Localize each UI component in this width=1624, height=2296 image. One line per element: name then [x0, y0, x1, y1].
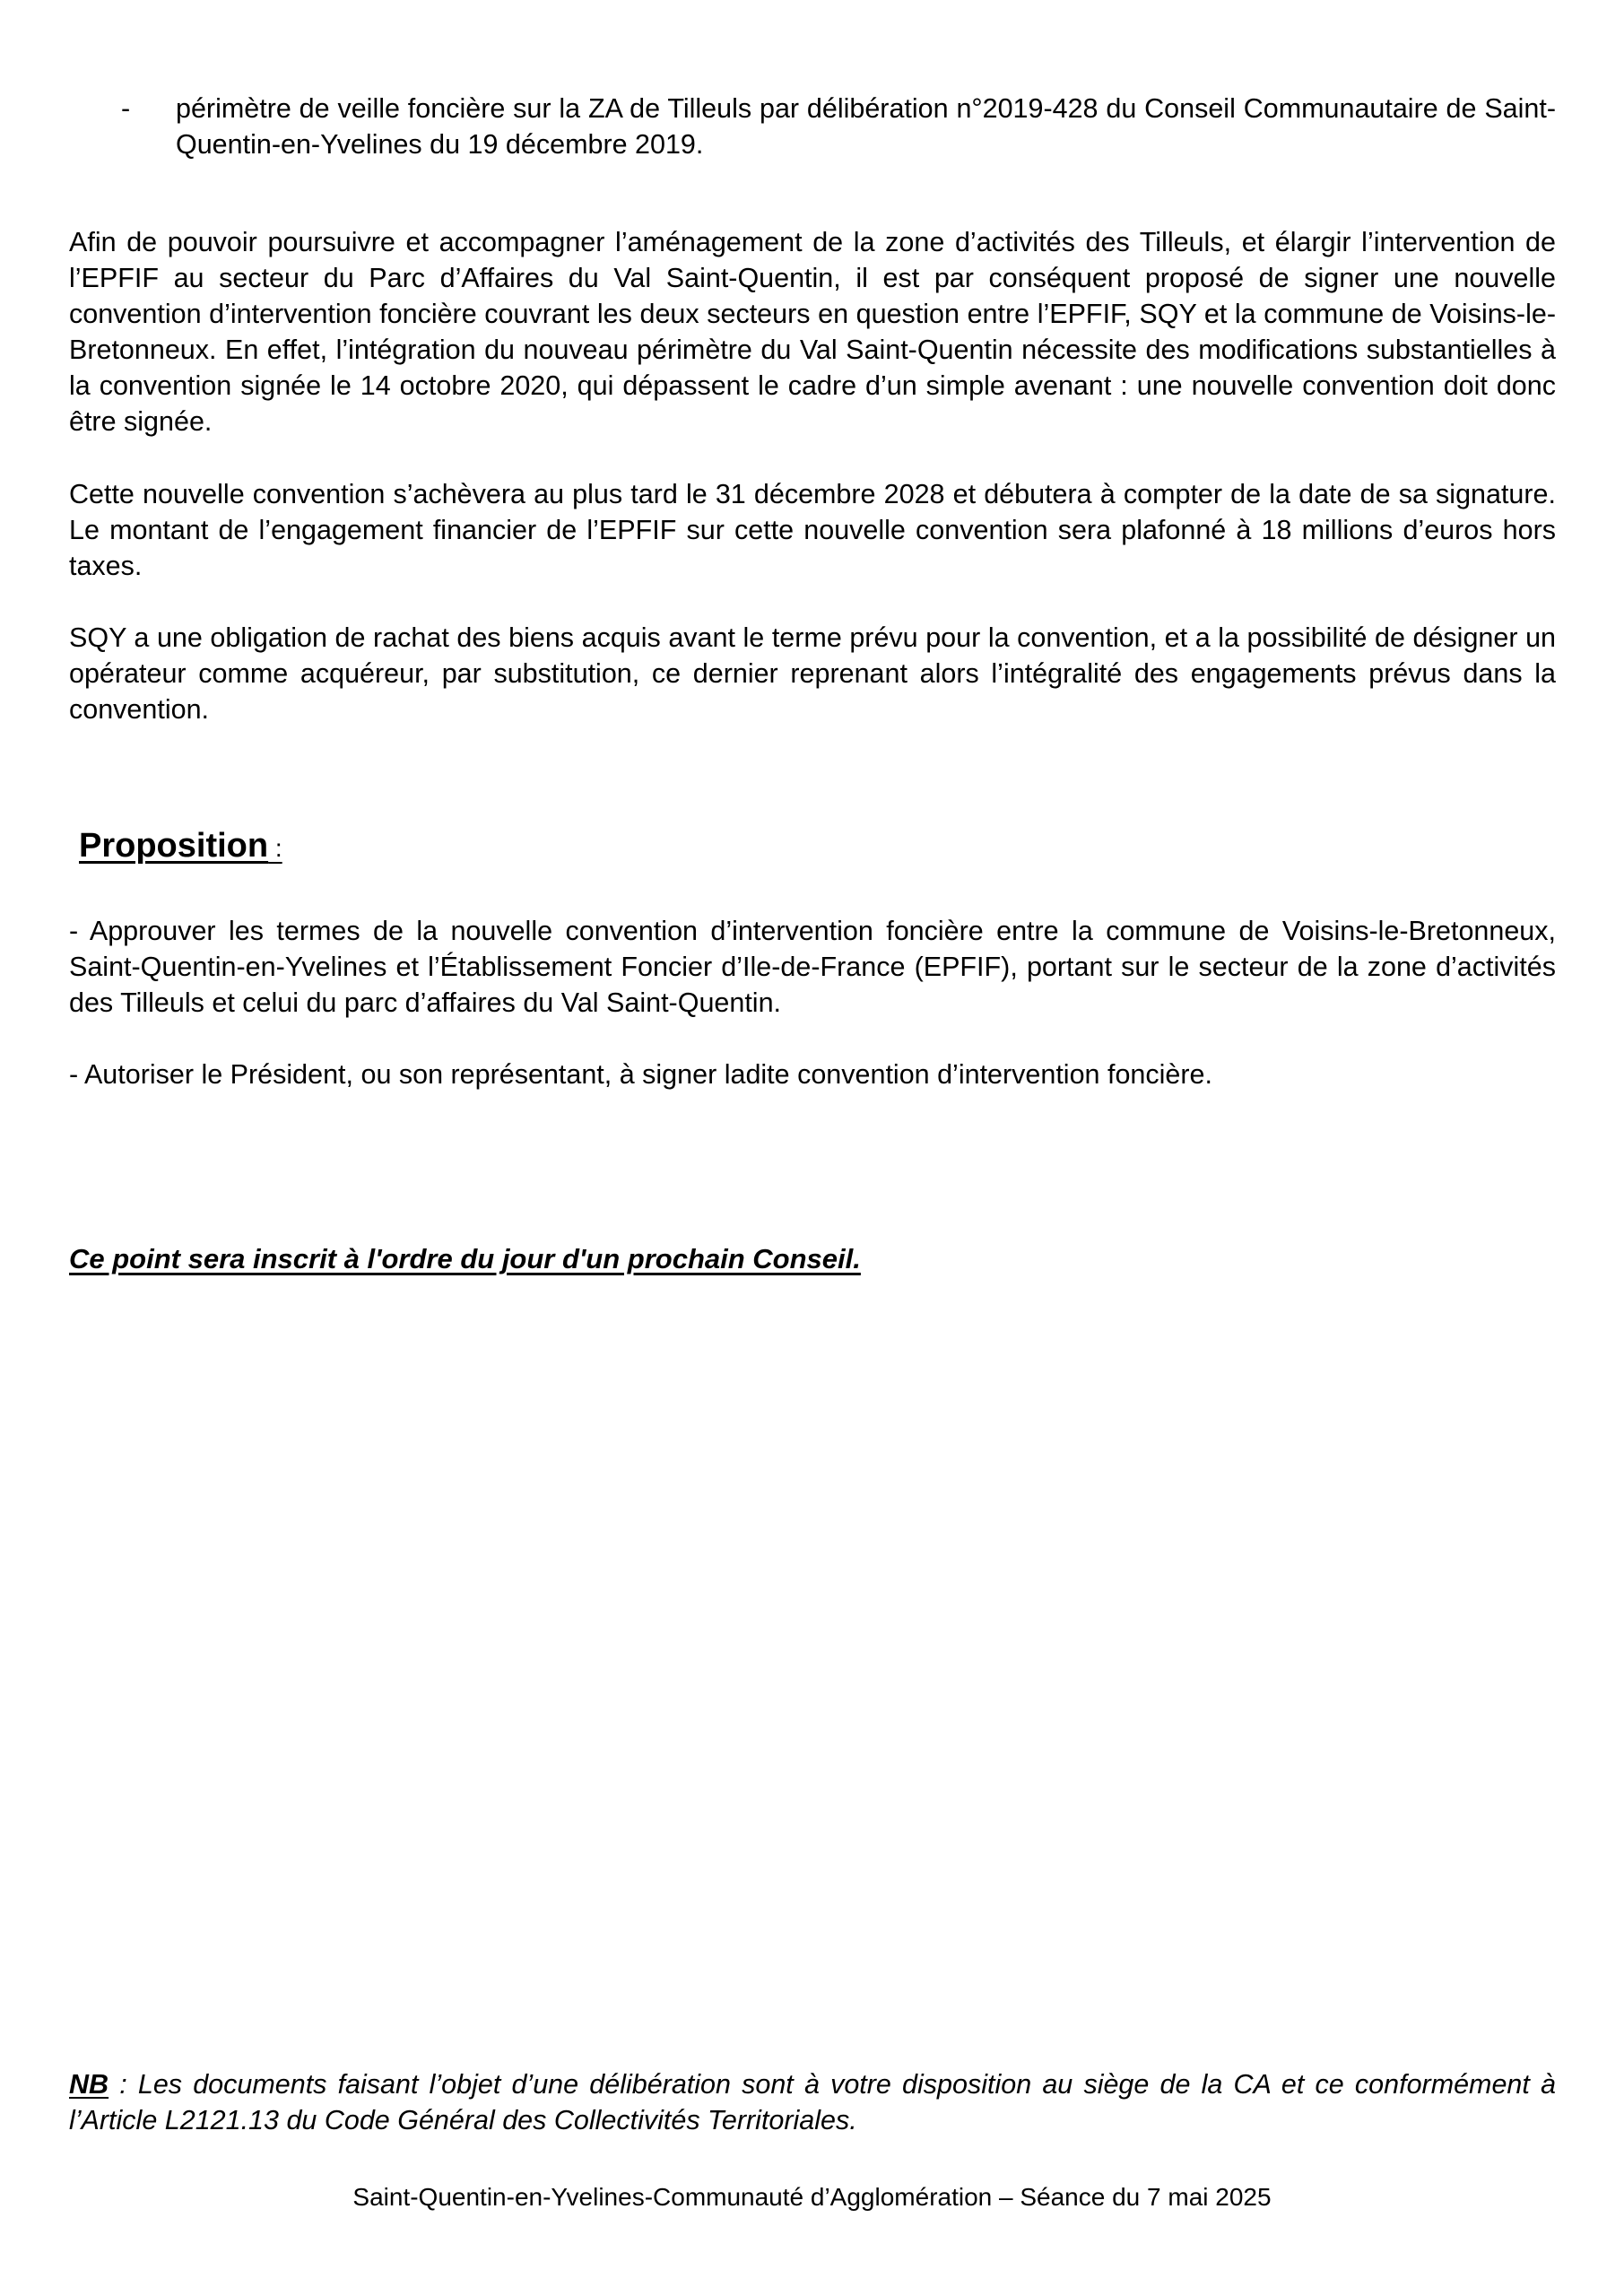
- proposition-colon: :: [268, 834, 282, 862]
- proposition-heading: [79, 825, 282, 869]
- bullet-marker: -: [121, 93, 131, 124]
- bullet-text: périmètre de veille foncière sur la ZA de Tilleuls par délibération n°2019-428 du Conseil Communautaire de Saint-Quentin-en-Yvelines du 19 décembre 2019.: [176, 93, 1556, 160]
- nb-text: : Les documents faisant l’objet d’une délibération sont à votre disposition au siège de la CA et ce conformément à l’Article L2121.13 du Code Général des Collectivités Territoriales.: [69, 2069, 1556, 2135]
- nb-label: NB: [69, 2069, 109, 2100]
- agenda-notice: Ce point sera inscrit à l'ordre du jour d'un prochain Conseil.: [69, 1243, 861, 1274]
- nb-note: [69, 2066, 1556, 2138]
- paragraph-repurchase: SQY a une obligation de rachat des biens acquis avant le terme prévu pour la convention, et a la possibilité de désigner un opérateur comme acquéreur, par substitution, ce dernier reprenant alors l’intégralité des engagements prévus dans la convention.: [69, 622, 1556, 725]
- paragraph-intervention: Afin de pouvoir poursuivre et accompagner l’aménagement de la zone d’activités des Tilleuls, et élargir l’intervention de l’EPFIF au secteur du Parc d’Affaires du Val Saint-Quentin, il est par conséquent proposé de signer une nouvelle convention d’intervention foncière couvrant les deux secteurs en question entre l’EPFIF, SQY et la commune de Voisins-le-Bretonneux. En effet, l’intégration du nouveau périmètre du Val Saint-Quentin nécessite des modifications substantielles à la convention signée le 14 octobre 2020, qui dépassent le cadre d’un simple avenant : une nouvelle convention doit donc être signée.: [69, 227, 1556, 437]
- proposition-title: Proposition: [79, 827, 269, 865]
- page-footer: Saint-Quentin-en-Yvelines-Communauté d’Agglomération – Séance du 7 mai 2025: [352, 2183, 1272, 2211]
- paragraph-duration: Cette nouvelle convention s’achèvera au plus tard le 31 décembre 2028 et débutera à compter de la date de sa signature. Le montant de l’engagement financier de l’EPFIF sur cette nouvelle convention sera plafonné à 18 millions d’euros hors taxes.: [69, 479, 1556, 581]
- proposition-item-authorize: - Autoriser le Président, ou son représentant, à signer ladite convention d’intervention foncière.: [69, 1059, 1212, 1090]
- proposition-item-approve: - Approuver les termes de la nouvelle convention d’intervention foncière entre la commune de Voisins-le-Bretonneux, Saint-Quentin-en-Yvelines et l’Établissement Foncier d’Ile-de-France (EPFIF), portant sur le secteur de la zone d’activités des Tilleuls et celui du parc d’affaires du Val Saint-Quentin.: [69, 916, 1556, 1018]
